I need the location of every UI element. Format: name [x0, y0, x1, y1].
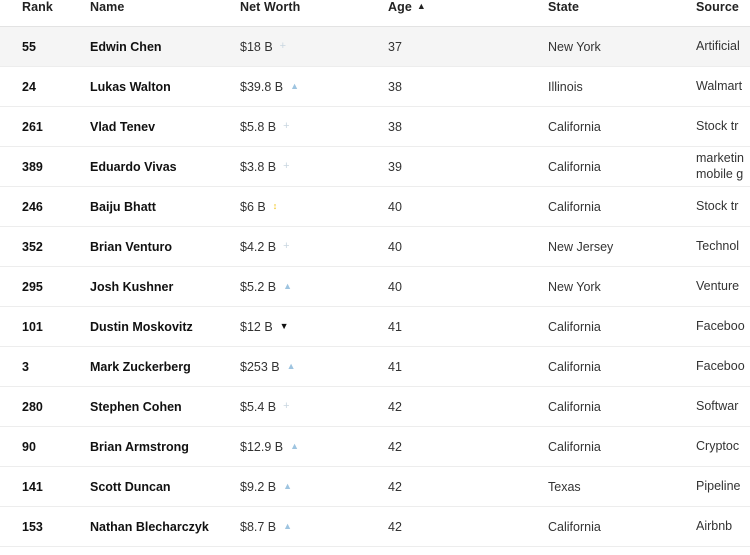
cell-age — [366, 427, 526, 467]
cell-source — [674, 467, 750, 507]
cell-net-worth — [218, 227, 366, 267]
cell-name — [68, 107, 218, 147]
rank-value: 90 — [22, 439, 36, 454]
age-value: 42 — [388, 479, 402, 494]
rank-value: 141 — [22, 479, 43, 494]
table-row[interactable] — [0, 27, 750, 67]
table-row[interactable] — [0, 467, 750, 507]
cell-state — [526, 267, 674, 307]
age-value: 38 — [388, 119, 402, 134]
cell-rank — [0, 267, 68, 307]
rank-value: 153 — [22, 519, 43, 534]
cell-rank — [0, 307, 68, 347]
state-value: Illinois — [548, 79, 583, 94]
age-value: 42 — [388, 439, 402, 454]
person-name[interactable]: Scott Duncan — [90, 479, 171, 494]
cell-age — [366, 27, 526, 67]
cell-source — [674, 67, 750, 107]
state-value: New Jersey — [548, 239, 614, 254]
cell-state — [526, 347, 674, 387]
rank-value: 389 — [22, 159, 43, 174]
net-worth-change-icon: ▲ — [286, 361, 296, 371]
source-value: Walmart — [696, 78, 743, 93]
table-row[interactable] — [0, 187, 750, 227]
net-worth-value: $12.9 B — [240, 439, 284, 454]
cell-rank — [0, 187, 68, 227]
age-value: 40 — [388, 239, 402, 254]
net-worth-change-icon: ▲ — [283, 281, 293, 291]
source-value: Softwar — [696, 398, 739, 413]
state-value: California — [548, 159, 601, 174]
column-header-source[interactable] — [674, 0, 750, 27]
cell-source — [674, 147, 750, 187]
cell-net-worth — [218, 467, 366, 507]
cell-source — [674, 267, 750, 307]
state-value: New York — [548, 39, 601, 54]
age-value: 42 — [388, 399, 402, 414]
table-row[interactable] — [0, 227, 750, 267]
column-header-name-label: Name — [90, 0, 125, 14]
cell-rank — [0, 227, 68, 267]
table-row[interactable] — [0, 507, 750, 547]
person-name[interactable]: Eduardo Vivas — [90, 159, 177, 174]
net-worth-change-icon: + — [279, 40, 287, 52]
cell-source — [674, 107, 750, 147]
cell-rank — [0, 67, 68, 107]
net-worth-value: $3.8 B — [240, 159, 277, 174]
cell-age — [366, 267, 526, 307]
cell-net-worth — [218, 187, 366, 227]
cell-name — [68, 347, 218, 387]
rank-value: 55 — [22, 39, 36, 54]
state-value: California — [548, 199, 601, 214]
table-body — [0, 27, 750, 547]
net-worth-change-icon: ▲ — [290, 81, 300, 91]
person-name[interactable]: Josh Kushner — [90, 279, 174, 294]
person-name[interactable]: Vlad Tenev — [90, 119, 156, 134]
cell-rank — [0, 147, 68, 187]
cell-state — [526, 147, 674, 187]
rank-value: 280 — [22, 399, 43, 414]
cell-state — [526, 427, 674, 467]
cell-state — [526, 27, 674, 67]
cell-name — [68, 387, 218, 427]
cell-source — [674, 227, 750, 267]
state-value: Texas — [548, 479, 581, 494]
cell-source — [674, 387, 750, 427]
column-header-age-label: Age — [388, 0, 412, 14]
cell-age — [366, 187, 526, 227]
table-row[interactable] — [0, 427, 750, 467]
age-value: 42 — [388, 519, 402, 534]
source-value: Pipeline — [696, 478, 741, 493]
sort-ascending-icon: ▲ — [416, 0, 426, 11]
cell-name — [68, 507, 218, 547]
cell-age — [366, 387, 526, 427]
cell-net-worth — [218, 107, 366, 147]
cell-net-worth — [218, 67, 366, 107]
net-worth-value: $253 B — [240, 359, 280, 374]
person-name[interactable]: Dustin Moskovitz — [90, 319, 193, 334]
table-row[interactable] — [0, 67, 750, 107]
table-row[interactable] — [0, 347, 750, 387]
net-worth-value: $8.7 B — [240, 519, 277, 534]
rank-value: 101 — [22, 319, 43, 334]
rank-value: 246 — [22, 199, 43, 214]
person-name[interactable]: Mark Zuckerberg — [90, 359, 191, 374]
cell-name — [68, 467, 218, 507]
age-value: 41 — [388, 359, 402, 374]
column-header-state-label: State — [548, 0, 580, 14]
table-row[interactable] — [0, 107, 750, 147]
cell-age — [366, 67, 526, 107]
cell-rank — [0, 427, 68, 467]
cell-name — [68, 187, 218, 227]
cell-net-worth — [218, 27, 366, 67]
net-worth-change-icon: ▲ — [290, 441, 300, 451]
cell-age — [366, 107, 526, 147]
cell-net-worth — [218, 307, 366, 347]
state-value: California — [548, 319, 601, 334]
cell-age — [366, 507, 526, 547]
cell-state — [526, 227, 674, 267]
rank-value: 24 — [22, 79, 36, 94]
age-value: 40 — [388, 279, 402, 294]
cell-rank — [0, 387, 68, 427]
state-value: California — [548, 439, 601, 454]
column-header-age[interactable] — [366, 0, 526, 27]
source-value: Artificial — [696, 38, 740, 53]
cell-source — [674, 347, 750, 387]
column-header-rank-label: Rank — [22, 0, 53, 14]
person-name[interactable]: Lukas Walton — [90, 79, 171, 94]
cell-source — [674, 427, 750, 467]
rank-value: 352 — [22, 239, 43, 254]
age-value: 38 — [388, 79, 402, 94]
net-worth-change-icon: + — [283, 120, 290, 132]
net-worth-value: $12 B — [240, 319, 273, 334]
person-name[interactable]: Nathan Blecharczyk — [90, 519, 209, 534]
source-value: Technol — [696, 238, 740, 253]
state-value: California — [548, 399, 601, 414]
net-worth-change-icon: ↕ — [272, 201, 278, 211]
table-row[interactable] — [0, 307, 750, 347]
cell-name — [68, 267, 218, 307]
cell-state — [526, 107, 674, 147]
cell-age — [366, 347, 526, 387]
cell-rank — [0, 107, 68, 147]
source-value: Airbnb — [696, 518, 733, 533]
cell-source — [674, 27, 750, 67]
cell-age — [366, 227, 526, 267]
cell-net-worth — [218, 267, 366, 307]
net-worth-change-icon: + — [283, 400, 290, 412]
source-value: marketin mobile g — [696, 150, 744, 181]
person-name[interactable]: Brian Venturo — [90, 239, 172, 254]
cell-state — [526, 467, 674, 507]
net-worth-value: $6 B — [240, 199, 266, 214]
source-value: Faceboo — [696, 358, 745, 373]
column-header-source-label: Source — [696, 0, 739, 14]
state-value: New York — [548, 279, 601, 294]
source-value: Stock tr — [696, 198, 739, 213]
cell-net-worth — [218, 347, 366, 387]
cell-net-worth — [218, 387, 366, 427]
cell-state — [526, 187, 674, 227]
net-worth-value: $5.2 B — [240, 279, 277, 294]
cell-name — [68, 67, 218, 107]
net-worth-change-icon: + — [283, 160, 290, 172]
rank-value: 261 — [22, 119, 43, 134]
cell-rank — [0, 507, 68, 547]
net-worth-value: $5.8 B — [240, 119, 277, 134]
cell-rank — [0, 467, 68, 507]
net-worth-change-icon: ▼ — [279, 321, 289, 331]
rank-value: 295 — [22, 279, 43, 294]
age-value: 41 — [388, 319, 402, 334]
net-worth-value: $18 B — [240, 39, 273, 54]
cell-rank — [0, 347, 68, 387]
age-value: 37 — [388, 39, 402, 54]
cell-net-worth — [218, 427, 366, 467]
person-name[interactable]: Edwin Chen — [90, 39, 162, 54]
source-value: Stock tr — [696, 118, 739, 133]
net-worth-change-icon: + — [283, 240, 290, 252]
column-header-name[interactable] — [68, 0, 218, 27]
table-row[interactable] — [0, 147, 750, 187]
cell-state — [526, 387, 674, 427]
state-value: California — [548, 519, 601, 534]
table-row[interactable] — [0, 267, 750, 307]
cell-name — [68, 27, 218, 67]
column-header-rank[interactable] — [0, 0, 68, 27]
cell-state — [526, 307, 674, 347]
person-name[interactable]: Baiju Bhatt — [90, 199, 156, 214]
state-value: California — [548, 119, 601, 134]
table-row[interactable] — [0, 387, 750, 427]
age-value: 40 — [388, 199, 402, 214]
table-header — [0, 0, 750, 27]
source-value: Faceboo — [696, 318, 745, 333]
person-name[interactable]: Brian Armstrong — [90, 439, 189, 454]
net-worth-value: $9.2 B — [240, 479, 277, 494]
cell-source — [674, 187, 750, 227]
age-value: 39 — [388, 159, 402, 174]
net-worth-change-icon: ▲ — [283, 521, 293, 531]
cell-state — [526, 507, 674, 547]
cell-net-worth — [218, 507, 366, 547]
table-header-row — [0, 0, 750, 27]
cell-source — [674, 507, 750, 547]
cell-age — [366, 307, 526, 347]
cell-source — [674, 307, 750, 347]
column-header-net-worth[interactable] — [218, 0, 366, 27]
source-value: Cryptoc — [696, 438, 740, 453]
cell-age — [366, 467, 526, 507]
cell-name — [68, 307, 218, 347]
net-worth-value: $5.4 B — [240, 399, 277, 414]
cell-state — [526, 67, 674, 107]
cell-net-worth — [218, 147, 366, 187]
state-value: California — [548, 359, 601, 374]
cell-age — [366, 147, 526, 187]
cell-rank — [0, 27, 68, 67]
person-name[interactable]: Stephen Cohen — [90, 399, 182, 414]
net-worth-change-icon: ▲ — [283, 481, 293, 491]
cell-name — [68, 147, 218, 187]
rank-value: 3 — [22, 359, 29, 374]
cell-name — [68, 227, 218, 267]
source-value: Venture — [696, 278, 740, 293]
cell-name — [68, 427, 218, 467]
column-header-state[interactable] — [526, 0, 674, 27]
column-header-net-worth-label: Net Worth — [240, 0, 301, 14]
net-worth-value: $4.2 B — [240, 239, 277, 254]
net-worth-value: $39.8 B — [240, 79, 284, 94]
